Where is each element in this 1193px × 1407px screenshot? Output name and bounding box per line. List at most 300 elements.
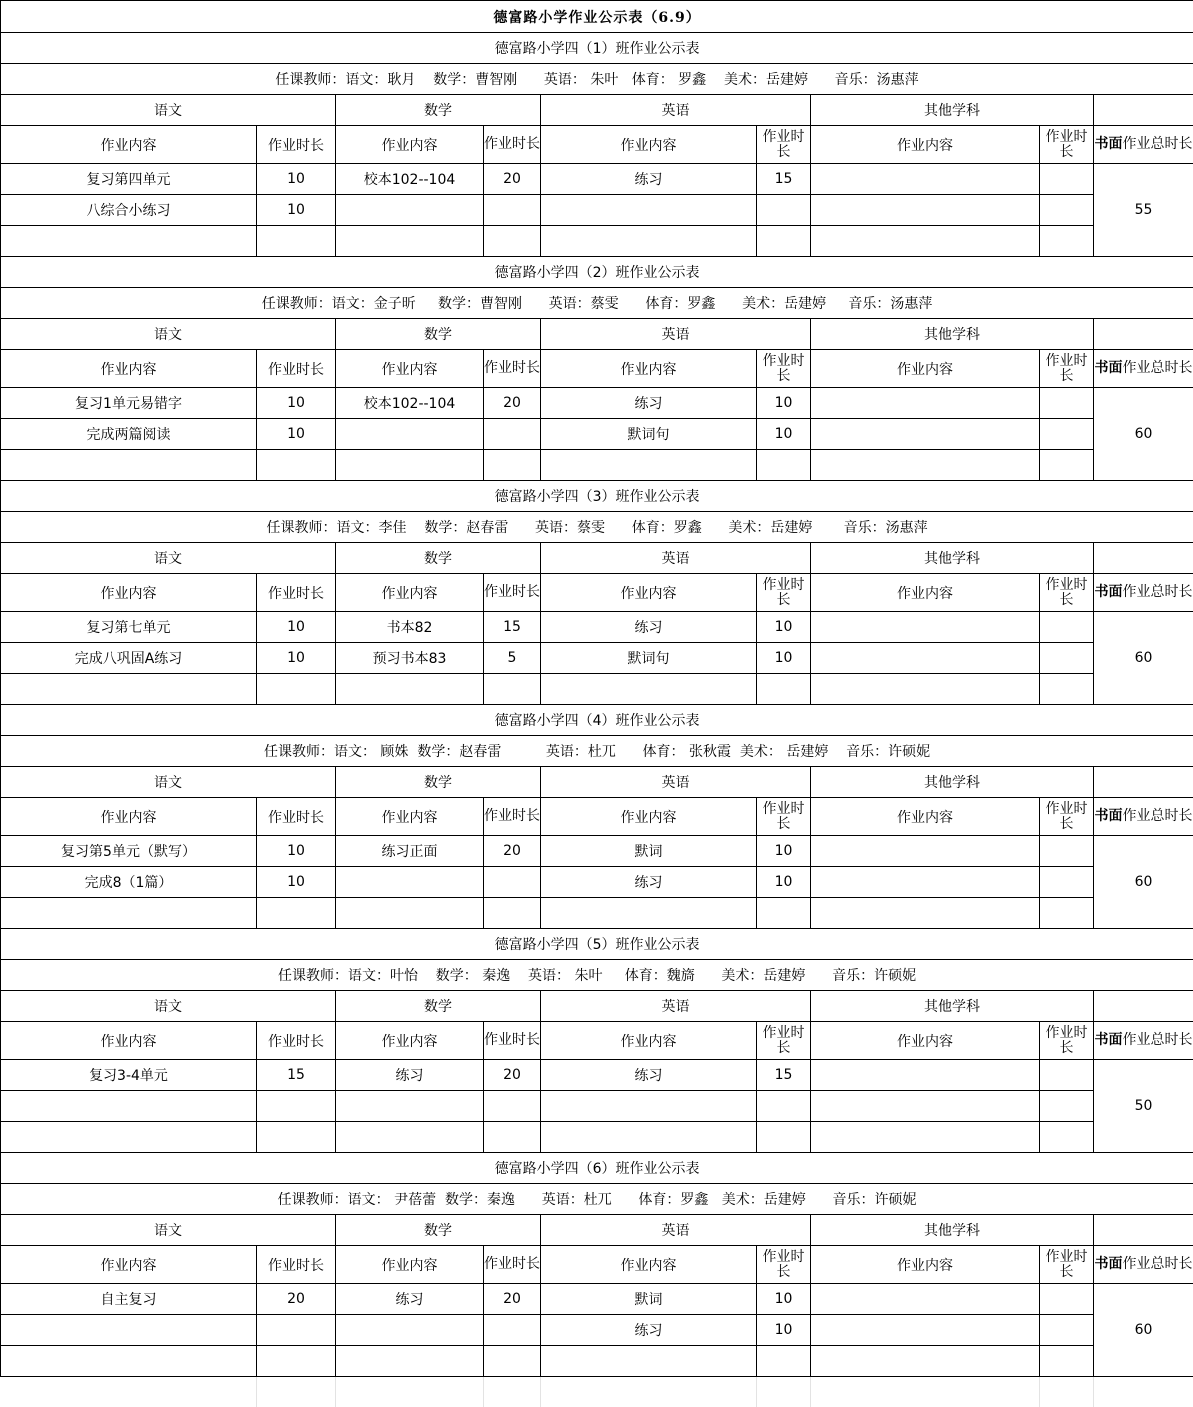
col-content: 作业内容 <box>811 126 1040 164</box>
shuxue-duration <box>484 226 541 257</box>
other-duration <box>1040 1346 1094 1377</box>
shuxue-duration <box>484 195 541 226</box>
subject-shuxue: 数学 <box>336 95 541 126</box>
yuwen-duration <box>257 450 336 481</box>
yingyu-duration: 10 <box>757 867 811 898</box>
col-content: 作业内容 <box>1 350 257 388</box>
total-label: 作业总时长 <box>1122 584 1193 600</box>
col-total <box>1094 126 1193 164</box>
yuwen-duration: 10 <box>257 164 336 195</box>
subject-empty <box>1094 543 1193 574</box>
yuwen-content: 复习3-4单元 <box>1 1060 257 1091</box>
total-label-bold: 书面 <box>1094 584 1123 600</box>
yingyu-content: 练习 <box>541 388 757 419</box>
shuxue-duration <box>484 867 541 898</box>
yingyu-content: 练习 <box>541 164 757 195</box>
other-content <box>811 1284 1040 1315</box>
shuxue-duration: 20 <box>484 388 541 419</box>
subject-yingyu: 英语 <box>541 543 811 574</box>
yuwen-content <box>1 1346 257 1377</box>
total-duration: 60 <box>1094 612 1193 705</box>
teachers-line: 任课教师：语文：李佳 数学：赵春雷 英语：蔡雯 体育：罗鑫 美术：岳建婷 音乐：汤惠萍 <box>1 512 1193 543</box>
other-content <box>811 164 1040 195</box>
yingyu-content: 默词句 <box>541 419 757 450</box>
subject-header-row <box>1 319 1193 350</box>
subject-shuxue: 数学 <box>336 991 541 1022</box>
class-title-row <box>1 481 1193 512</box>
subject-shuxue: 数学 <box>336 767 541 798</box>
yingyu-content: 练习 <box>541 1315 757 1346</box>
yingyu-duration: 10 <box>757 836 811 867</box>
subject-yingyu: 英语 <box>541 95 811 126</box>
table-row <box>1 1060 1193 1091</box>
col-content: 作业内容 <box>336 1022 484 1060</box>
other-duration <box>1040 1091 1094 1122</box>
shuxue-duration <box>484 450 541 481</box>
col-duration: 作业时长 <box>257 574 336 612</box>
shuxue-content: 书本82 <box>336 612 484 643</box>
col-content: 作业内容 <box>1 1022 257 1060</box>
total-duration: 60 <box>1094 836 1193 929</box>
yingyu-duration: 15 <box>757 1060 811 1091</box>
shuxue-duration <box>484 674 541 705</box>
shuxue-duration <box>484 1346 541 1377</box>
col-content: 作业内容 <box>541 574 757 612</box>
class-title-row <box>1 705 1193 736</box>
other-duration <box>1040 164 1094 195</box>
column-header-row <box>1 798 1193 836</box>
shuxue-duration <box>484 898 541 929</box>
yingyu-duration <box>757 1122 811 1153</box>
class-title: 德富路小学四（1）班作业公示表 <box>1 33 1193 64</box>
shuxue-content <box>336 226 484 257</box>
yuwen-content: 完成八巩固A练习 <box>1 643 257 674</box>
yuwen-content: 八综合小练习 <box>1 195 257 226</box>
col-duration: 作业时长 <box>484 1022 541 1060</box>
col-content: 作业内容 <box>336 126 484 164</box>
class-title: 德富路小学四（2）班作业公示表 <box>1 257 1193 288</box>
other-content <box>811 226 1040 257</box>
yingyu-content <box>541 195 757 226</box>
shuxue-content: 校本102--104 <box>336 388 484 419</box>
shuxue-content: 练习 <box>336 1284 484 1315</box>
yingyu-content <box>541 450 757 481</box>
subject-other: 其他学科 <box>811 95 1094 126</box>
other-content <box>811 898 1040 929</box>
col-content: 作业内容 <box>811 1246 1040 1284</box>
other-duration <box>1040 450 1094 481</box>
total-duration: 60 <box>1094 1284 1193 1377</box>
total-label-bold: 书面 <box>1094 808 1123 824</box>
shuxue-content: 校本102--104 <box>336 164 484 195</box>
col-duration: 作业时长 <box>484 126 541 164</box>
yingyu-duration: 10 <box>757 612 811 643</box>
col-duration: 作业时长 <box>257 126 336 164</box>
yuwen-content <box>1 1122 257 1153</box>
shuxue-content <box>336 195 484 226</box>
other-duration <box>1040 898 1094 929</box>
subject-yuwen: 语文 <box>1 543 336 574</box>
yingyu-duration: 10 <box>757 388 811 419</box>
col-duration: 作业时长 <box>757 1022 811 1060</box>
other-duration <box>1040 612 1094 643</box>
class-title: 德富路小学四（3）班作业公示表 <box>1 481 1193 512</box>
yingyu-duration: 15 <box>757 164 811 195</box>
subject-empty <box>1094 991 1193 1022</box>
teachers-row <box>1 64 1193 95</box>
col-total <box>1094 1246 1193 1284</box>
yingyu-content: 练习 <box>541 612 757 643</box>
total-label-bold: 书面 <box>1094 360 1123 376</box>
shuxue-content <box>336 1091 484 1122</box>
class-title-row <box>1 1153 1193 1184</box>
other-duration <box>1040 674 1094 705</box>
yuwen-duration: 20 <box>257 1284 336 1315</box>
yuwen-content: 完成两篇阅读 <box>1 419 257 450</box>
yingyu-content: 默词 <box>541 1284 757 1315</box>
other-content <box>811 867 1040 898</box>
yuwen-duration <box>257 1315 336 1346</box>
subject-yingyu: 英语 <box>541 767 811 798</box>
shuxue-duration: 20 <box>484 1060 541 1091</box>
yuwen-duration <box>257 1122 336 1153</box>
class-title-row <box>1 929 1193 960</box>
col-content: 作业内容 <box>541 1246 757 1284</box>
page-title: 德富路小学作业公示表（6.9） <box>1 1 1193 33</box>
column-header-row <box>1 574 1193 612</box>
yuwen-content <box>1 1091 257 1122</box>
col-content: 作业内容 <box>1 574 257 612</box>
col-content: 作业内容 <box>336 574 484 612</box>
col-duration: 作业时长 <box>1040 1022 1094 1060</box>
teachers-line: 任课教师：语文：耿月 数学：曹智刚 英语： 朱叶 体育： 罗鑫 美术：岳建婷 音乐：汤惠萍 <box>1 64 1193 95</box>
other-content <box>811 1346 1040 1377</box>
col-duration: 作业时长 <box>257 350 336 388</box>
shuxue-duration <box>484 419 541 450</box>
shuxue-content: 预习书本83 <box>336 643 484 674</box>
subject-other: 其他学科 <box>811 543 1094 574</box>
shuxue-content <box>336 1122 484 1153</box>
col-content: 作业内容 <box>1 126 257 164</box>
col-content: 作业内容 <box>1 798 257 836</box>
class-title-row <box>1 257 1193 288</box>
shuxue-content <box>336 419 484 450</box>
table-row <box>1 419 1193 450</box>
subject-yingyu: 英语 <box>541 319 811 350</box>
col-duration: 作业时长 <box>257 1246 336 1284</box>
shuxue-content: 练习正面 <box>336 836 484 867</box>
subject-shuxue: 数学 <box>336 319 541 350</box>
col-content: 作业内容 <box>336 350 484 388</box>
yuwen-duration: 10 <box>257 836 336 867</box>
yingyu-content <box>541 898 757 929</box>
yuwen-content <box>1 1315 257 1346</box>
other-duration <box>1040 195 1094 226</box>
other-duration <box>1040 226 1094 257</box>
other-content <box>811 836 1040 867</box>
shuxue-duration: 20 <box>484 836 541 867</box>
subject-yingyu: 英语 <box>541 1215 811 1246</box>
teachers-row <box>1 512 1193 543</box>
total-label: 作业总时长 <box>1122 1032 1193 1048</box>
class-title-row <box>1 33 1193 64</box>
empty-spreadsheet-row <box>0 1377 1193 1407</box>
yingyu-duration: 10 <box>757 643 811 674</box>
other-duration <box>1040 1060 1094 1091</box>
col-duration: 作业时长 <box>757 126 811 164</box>
teachers-row <box>1 736 1193 767</box>
yuwen-duration <box>257 1091 336 1122</box>
shuxue-duration: 5 <box>484 643 541 674</box>
subject-other: 其他学科 <box>811 1215 1094 1246</box>
teachers-row <box>1 288 1193 319</box>
yuwen-duration: 10 <box>257 419 336 450</box>
table-row <box>1 612 1193 643</box>
yuwen-duration: 10 <box>257 195 336 226</box>
yuwen-duration: 10 <box>257 643 336 674</box>
shuxue-duration <box>484 1315 541 1346</box>
col-total <box>1094 350 1193 388</box>
col-duration: 作业时长 <box>484 574 541 612</box>
table-row <box>1 1284 1193 1315</box>
subject-other: 其他学科 <box>811 319 1094 350</box>
yuwen-content <box>1 226 257 257</box>
class-title: 德富路小学四（5）班作业公示表 <box>1 929 1193 960</box>
column-header-row <box>1 1246 1193 1284</box>
yingyu-content: 默词 <box>541 836 757 867</box>
col-duration: 作业时长 <box>484 350 541 388</box>
subject-empty <box>1094 1215 1193 1246</box>
table-row <box>1 1346 1193 1377</box>
col-duration: 作业时长 <box>757 574 811 612</box>
col-content: 作业内容 <box>541 798 757 836</box>
subject-other: 其他学科 <box>811 991 1094 1022</box>
other-duration <box>1040 867 1094 898</box>
col-duration: 作业时长 <box>757 1246 811 1284</box>
yuwen-content: 完成8（1篇） <box>1 867 257 898</box>
table-row <box>1 1091 1193 1122</box>
shuxue-content <box>336 1315 484 1346</box>
shuxue-content: 练习 <box>336 1060 484 1091</box>
col-content: 作业内容 <box>811 574 1040 612</box>
yuwen-content: 自主复习 <box>1 1284 257 1315</box>
shuxue-duration: 15 <box>484 612 541 643</box>
yingyu-duration: 10 <box>757 1284 811 1315</box>
yuwen-duration: 15 <box>257 1060 336 1091</box>
yingyu-content <box>541 674 757 705</box>
yingyu-duration <box>757 898 811 929</box>
subject-empty <box>1094 767 1193 798</box>
col-duration: 作业时长 <box>1040 1246 1094 1284</box>
col-content: 作业内容 <box>336 1246 484 1284</box>
column-header-row <box>1 1022 1193 1060</box>
yingyu-duration <box>757 450 811 481</box>
table-row <box>1 450 1193 481</box>
subject-yingyu: 英语 <box>541 991 811 1022</box>
subject-header-row <box>1 1215 1193 1246</box>
subject-empty <box>1094 319 1193 350</box>
col-content: 作业内容 <box>811 1022 1040 1060</box>
other-duration <box>1040 419 1094 450</box>
yingyu-content <box>541 226 757 257</box>
other-duration <box>1040 388 1094 419</box>
col-content: 作业内容 <box>541 350 757 388</box>
yuwen-content <box>1 898 257 929</box>
yingyu-content: 默词句 <box>541 643 757 674</box>
other-duration <box>1040 643 1094 674</box>
total-duration: 55 <box>1094 164 1193 257</box>
teachers-row <box>1 1184 1193 1215</box>
subject-header-row <box>1 767 1193 798</box>
col-content: 作业内容 <box>811 798 1040 836</box>
yingyu-duration <box>757 674 811 705</box>
yuwen-duration: 10 <box>257 388 336 419</box>
subject-other: 其他学科 <box>811 767 1094 798</box>
other-content <box>811 612 1040 643</box>
shuxue-duration <box>484 1091 541 1122</box>
yingyu-duration: 10 <box>757 419 811 450</box>
yingyu-duration <box>757 1346 811 1377</box>
col-total <box>1094 798 1193 836</box>
col-duration: 作业时长 <box>757 798 811 836</box>
total-label: 作业总时长 <box>1122 360 1193 376</box>
other-content <box>811 674 1040 705</box>
col-total <box>1094 1022 1193 1060</box>
shuxue-duration: 20 <box>484 1284 541 1315</box>
other-content <box>811 450 1040 481</box>
column-header-row <box>1 126 1193 164</box>
other-content <box>811 1091 1040 1122</box>
shuxue-content <box>336 674 484 705</box>
table-row <box>1 226 1193 257</box>
other-content <box>811 643 1040 674</box>
yingyu-content: 练习 <box>541 1060 757 1091</box>
column-header-row <box>1 350 1193 388</box>
other-duration <box>1040 1284 1094 1315</box>
yuwen-content <box>1 674 257 705</box>
yuwen-content: 复习1单元易错字 <box>1 388 257 419</box>
yuwen-content <box>1 450 257 481</box>
other-content <box>811 195 1040 226</box>
col-duration: 作业时长 <box>1040 126 1094 164</box>
subject-empty <box>1094 95 1193 126</box>
yuwen-content: 复习第四单元 <box>1 164 257 195</box>
shuxue-content <box>336 867 484 898</box>
shuxue-content <box>336 450 484 481</box>
teachers-line: 任课教师：语文：金子昕 数学：曹智刚 英语：蔡雯 体育：罗鑫 美术：岳建婷 音乐：汤惠萍 <box>1 288 1193 319</box>
shuxue-duration: 20 <box>484 164 541 195</box>
subject-header-row <box>1 543 1193 574</box>
table-row <box>1 674 1193 705</box>
col-duration: 作业时长 <box>257 1022 336 1060</box>
yuwen-duration <box>257 226 336 257</box>
col-duration: 作业时长 <box>484 1246 541 1284</box>
col-duration: 作业时长 <box>1040 574 1094 612</box>
table-row <box>1 836 1193 867</box>
total-label-bold: 书面 <box>1094 1256 1123 1272</box>
shuxue-duration <box>484 1122 541 1153</box>
subject-header-row <box>1 95 1193 126</box>
table-row <box>1 867 1193 898</box>
col-duration: 作业时长 <box>1040 798 1094 836</box>
table-row <box>1 898 1193 929</box>
other-content <box>811 419 1040 450</box>
yuwen-duration <box>257 674 336 705</box>
yingyu-duration <box>757 1091 811 1122</box>
other-content <box>811 1060 1040 1091</box>
yuwen-duration <box>257 898 336 929</box>
col-duration: 作业时长 <box>757 350 811 388</box>
other-duration <box>1040 1315 1094 1346</box>
col-content: 作业内容 <box>541 126 757 164</box>
yingyu-duration <box>757 226 811 257</box>
col-content: 作业内容 <box>336 798 484 836</box>
subject-yuwen: 语文 <box>1 767 336 798</box>
shuxue-content <box>336 898 484 929</box>
total-duration: 60 <box>1094 388 1193 481</box>
subject-yuwen: 语文 <box>1 991 336 1022</box>
yuwen-content: 复习第5单元（默写） <box>1 836 257 867</box>
table-row <box>1 1315 1193 1346</box>
total-duration: 50 <box>1094 1060 1193 1153</box>
col-content: 作业内容 <box>1 1246 257 1284</box>
subject-shuxue: 数学 <box>336 1215 541 1246</box>
table-row <box>1 1122 1193 1153</box>
other-content <box>811 388 1040 419</box>
class-title: 德富路小学四（6）班作业公示表 <box>1 1153 1193 1184</box>
subject-yuwen: 语文 <box>1 319 336 350</box>
yingyu-content <box>541 1091 757 1122</box>
yuwen-content: 复习第七单元 <box>1 612 257 643</box>
total-label: 作业总时长 <box>1122 1256 1193 1272</box>
col-content: 作业内容 <box>811 350 1040 388</box>
yuwen-duration: 10 <box>257 612 336 643</box>
table-row <box>1 643 1193 674</box>
total-label: 作业总时长 <box>1122 808 1193 824</box>
total-label-bold: 书面 <box>1094 1032 1123 1048</box>
yuwen-duration: 10 <box>257 867 336 898</box>
yingyu-content <box>541 1346 757 1377</box>
other-duration <box>1040 1122 1094 1153</box>
class-title: 德富路小学四（4）班作业公示表 <box>1 705 1193 736</box>
subject-header-row <box>1 991 1193 1022</box>
yingyu-content: 练习 <box>541 867 757 898</box>
table-row <box>1 195 1193 226</box>
other-duration <box>1040 836 1094 867</box>
subject-yuwen: 语文 <box>1 1215 336 1246</box>
col-duration: 作业时长 <box>484 798 541 836</box>
shuxue-content <box>336 1346 484 1377</box>
col-content: 作业内容 <box>541 1022 757 1060</box>
subject-shuxue: 数学 <box>336 543 541 574</box>
yingyu-duration <box>757 195 811 226</box>
total-label-bold: 书面 <box>1094 136 1123 152</box>
teachers-row <box>1 960 1193 991</box>
teachers-line: 任课教师：语文：叶怡 数学： 秦逸 英语： 朱叶 体育：魏旖 美术：岳建婷 音乐：许硕妮 <box>1 960 1193 991</box>
col-duration: 作业时长 <box>257 798 336 836</box>
table-row <box>1 164 1193 195</box>
teachers-line: 任课教师：语文： 顾姝 数学：赵春雷 英语：杜兀 体育： 张秋霞 美术： 岳建婷 音乐：许硕妮 <box>1 736 1193 767</box>
other-content <box>811 1315 1040 1346</box>
col-duration: 作业时长 <box>1040 350 1094 388</box>
total-label: 作业总时长 <box>1122 136 1193 152</box>
other-content <box>811 1122 1040 1153</box>
subject-yuwen: 语文 <box>1 95 336 126</box>
teachers-line: 任课教师：语文： 尹蓓蕾 数学：秦逸 英语：杜兀 体育：罗鑫 美术：岳建婷 音乐：许硕妮 <box>1 1184 1193 1215</box>
table-row <box>1 388 1193 419</box>
yingyu-content <box>541 1122 757 1153</box>
yuwen-duration <box>257 1346 336 1377</box>
